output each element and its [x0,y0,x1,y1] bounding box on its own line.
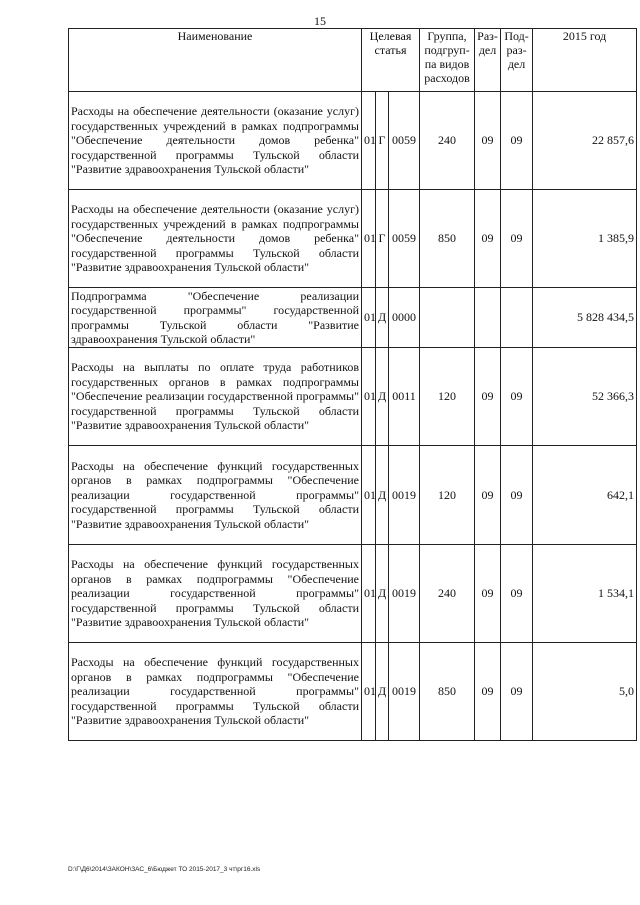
row-subsection: 09 [501,190,533,288]
row-group: 850 [420,643,475,741]
row-code-direction: 0059 [389,190,420,288]
row-subsection: 09 [501,643,533,741]
row-section: 09 [475,446,501,545]
row-group: 850 [420,190,475,288]
row-code-direction: 0019 [389,643,420,741]
row-name: Расходы на обеспечение функций государственных органов в рамках подпрограммы "Обеспечение реализации государственной программы" государственной программы Тульской области "Развитие здравоохранения Тульской области" [69,643,362,741]
header-target: Целевая статья [362,29,420,92]
budget-table [68,28,637,741]
row-code-subprogram: Г [376,92,389,190]
row-group: 120 [420,446,475,545]
row-name: Подпрограмма "Обеспечение реализации государственной программы" государственной программы Тульской области "Развитие здравоохранения Тульской области" [69,288,362,348]
row-name: Расходы на обеспечение функций государственных органов в рамках подпрограммы "Обеспечение реализации государственной программы" государственной программы Тульской области "Развитие здравоохранения Тульской области" [69,446,362,545]
row-code-program: 01 [362,92,376,190]
header-group: Группа, подгруп-па видов расходов [420,29,475,92]
row-code-program: 01 [362,643,376,741]
row-code-program: 01 [362,545,376,643]
row-name: Расходы на обеспечение функций государственных органов в рамках подпрограммы "Обеспечение реализации государственной программы" государственной программы Тульской области "Развитие здравоохранения Тульской области" [69,545,362,643]
row-subsection: 09 [501,545,533,643]
row-code-subprogram: Д [376,348,389,446]
header-name: Наименование [69,29,362,92]
row-name: Расходы на обеспечение деятельности (оказание услуг) государственных учреждений в рамках подпрограммы "Обеспечение деятельности домов ребенка" государственной программы Тульской области "Развитие здравоохранения Тульской области" [69,92,362,190]
row-amount: 1 385,9 [533,190,637,288]
row-code-direction: 0011 [389,348,420,446]
row-code-direction: 0019 [389,446,420,545]
page-number: 15 [314,14,326,28]
table-row [69,545,637,643]
table-row [69,288,637,348]
row-code-program: 01 [362,348,376,446]
header-year: 2015 год [533,29,637,92]
row-subsection: 09 [501,446,533,545]
table-row [69,643,637,741]
table-row [69,190,637,288]
row-code-program: 01 [362,190,376,288]
header-subsection: Под-раз-дел [501,29,533,92]
table-row [69,446,637,545]
row-name: Расходы на обеспечение деятельности (оказание услуг) государственных учреждений в рамках подпрограммы "Обеспечение деятельности домов ребенка" государственной программы Тульской области "Развитие здравоохранения Тульской области" [69,190,362,288]
header-row [69,29,637,92]
row-group [420,288,475,348]
row-amount: 22 857,6 [533,92,637,190]
row-group: 120 [420,348,475,446]
row-code-subprogram: Д [376,446,389,545]
file-path-footer: D:\Г\Д6\2014\ЗАКОН\ЗАС_6\Бюджет ТО 2015-2017_3 чт\рг16.xls [68,866,261,873]
row-section [475,288,501,348]
row-amount: 1 534,1 [533,545,637,643]
row-section: 09 [475,348,501,446]
row-group: 240 [420,545,475,643]
row-group: 240 [420,92,475,190]
row-name: Расходы на выплаты по оплате труда работников государственных органов в рамках подпрограммы "Обеспечение реализации государственной программы" государственной программы Тульской области "Развитие здравоохранения Тульской области" [69,348,362,446]
row-section: 09 [475,545,501,643]
row-code-program: 01 [362,288,376,348]
header-section: Раз-дел [475,29,501,92]
table-row [69,348,637,446]
row-section: 09 [475,92,501,190]
row-code-direction: 0000 [389,288,420,348]
row-subsection [501,288,533,348]
row-code-subprogram: Д [376,643,389,741]
row-code-program: 01 [362,446,376,545]
row-subsection: 09 [501,92,533,190]
row-subsection: 09 [501,348,533,446]
row-code-subprogram: Д [376,288,389,348]
row-amount: 52 366,3 [533,348,637,446]
table-body [69,92,637,741]
row-amount: 5,0 [533,643,637,741]
row-amount: 642,1 [533,446,637,545]
row-amount: 5 828 434,5 [533,288,637,348]
table-row [69,92,637,190]
row-section: 09 [475,643,501,741]
row-section: 09 [475,190,501,288]
row-code-subprogram: Г [376,190,389,288]
row-code-direction: 0019 [389,545,420,643]
row-code-subprogram: Д [376,545,389,643]
row-code-direction: 0059 [389,92,420,190]
